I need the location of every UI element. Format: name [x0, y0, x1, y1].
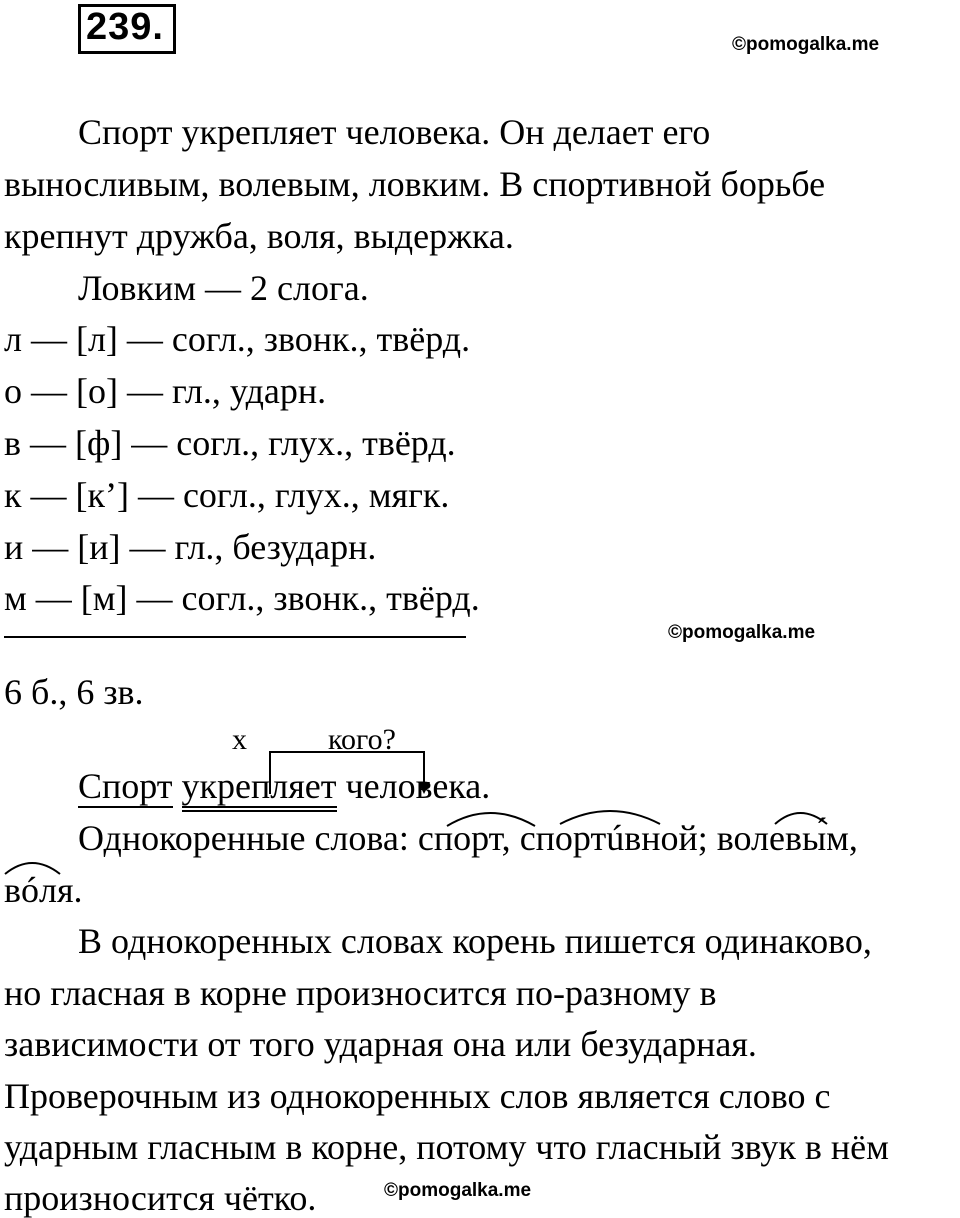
cognate-word: спортúвной; — [519, 818, 708, 858]
phonetic-line: м — [м] — согл., звонк., твёрд. — [4, 578, 480, 618]
divider — [4, 636, 466, 638]
watermark: ©pomogalka.me — [732, 34, 880, 55]
paragraph-line: ударным гласным в корне, потому что гласный звук в нём — [4, 1127, 889, 1167]
cognate-word: вóля. — [4, 870, 83, 910]
subject-word: Спорт — [78, 766, 173, 806]
root-marks — [0, 800, 960, 890]
cognate-word: волевы́м, — [716, 818, 858, 858]
paragraph-line: но гласная в корне произносится по-разному в — [4, 973, 717, 1013]
phonetic-line: к — [к’] — согл., глух., мягк. — [4, 475, 450, 515]
phonetic-line: и — [и] — гл., безударн. — [4, 527, 377, 567]
object-word: человека. — [345, 766, 491, 806]
paragraph-line: произносится чётко. — [4, 1178, 317, 1218]
predicate-word: укрепляет — [182, 766, 337, 812]
question-label: кого? — [328, 723, 396, 756]
paragraph-line: зависимости от того ударная она или безударная. — [4, 1024, 757, 1064]
cognates-lead: Однокоренные слова: — [78, 818, 409, 858]
watermark: ©pomogalka.me — [384, 1180, 532, 1201]
paragraph-line: Проверочным из однокоренных слов является слово с — [4, 1076, 831, 1116]
task-number — [86, 6, 164, 49]
phonetic-line: в — [ф] — согл., глух., твёрд. — [4, 423, 456, 463]
cognate-word: спорт, — [417, 818, 511, 858]
paragraph-line: выносливым, волевым, ловким. В спортивной борьбе — [4, 164, 826, 204]
task-number-value: 239 — [86, 6, 153, 48]
letter-sound-count: 6 б., 6 зв. — [4, 672, 144, 712]
parsed-sentence — [78, 768, 490, 804]
paragraph-line: Спорт укрепляет человека. Он делает его — [78, 112, 711, 152]
paragraph-line: В однокоренных словах корень пишется одинаково, — [78, 921, 872, 961]
watermark: ©pomogalka.me — [668, 622, 816, 643]
question-mark-x: х — [232, 723, 247, 756]
syllable-count: Ловким — 2 слога. — [78, 268, 369, 308]
task-number-dot: . — [152, 6, 164, 48]
phonetic-line: л — [л] — согл., звонк., твёрд. — [4, 319, 471, 359]
root-arc — [447, 813, 535, 826]
root-arc — [560, 811, 660, 824]
phonetic-line: о — [о] — гл., ударн. — [4, 371, 327, 411]
root-arc — [775, 813, 827, 824]
paragraph-line: крепнут дружба, воля, выдержка. — [4, 216, 514, 256]
root-arc — [5, 863, 60, 874]
